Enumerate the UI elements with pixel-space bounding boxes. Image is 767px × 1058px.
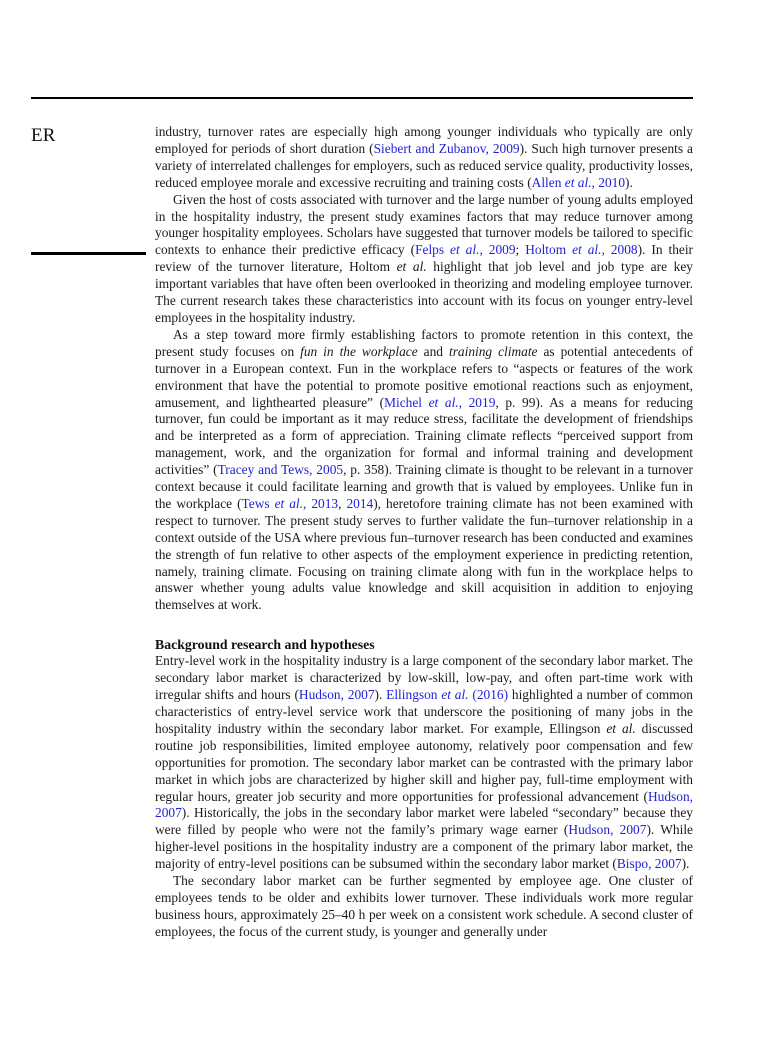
- paragraph-text: The secondary labor market can be further segmented by employee age. One cluster of employees tends to be older and exhibits lower turnover. These individuals work more regular business hours, approximately 25–40 h per week on a consistent work schedule. A second cluster of employees, the focus of the current study, is younger and generally under: [155, 873, 693, 939]
- emphasis-text: et al.: [606, 720, 636, 736]
- paragraph-text: ;: [515, 242, 526, 258]
- citation-link[interactable]: , 2008: [601, 242, 638, 258]
- citation-link[interactable]: , 2013: [303, 495, 339, 511]
- paragraph: [155, 124, 693, 192]
- citation-link[interactable]: et al.: [572, 242, 602, 258]
- paragraph-text: ). In their review of the turnover literature, Holtom: [155, 242, 694, 275]
- margin-rule: [31, 252, 146, 255]
- citation-link[interactable]: Tracey and Tews, 2005: [217, 462, 344, 478]
- paragraph: [155, 873, 693, 941]
- paragraph-text: highlight that job level and job type are key important variables that have often been overlooked in theorizing and modeling employee turnover. The current research takes these characteristics into account with its focus on younger entry-level employees in the hospitality industry.: [155, 259, 693, 325]
- paragraph-text: ).: [625, 174, 633, 190]
- paragraph-text: , p. 99). As a means for reducing turnover, fun could be important as it may reduce stress, facilitate the development of friendships and be interpreted as a form of appreciation. Training climate reflects “perceived support from management, work, and the organization for formal and informal training and development activities” (: [155, 394, 694, 478]
- citation-link[interactable]: et al.: [274, 495, 303, 511]
- paragraph-text: , p. 358). Training climate is thought to be relevant in a turnover context because it could facilitate learning and growth that is valued by employees. Unlike fun in the workplace (: [155, 462, 693, 511]
- paragraph-text: Entry-level work in the hospitality industry is a large component of the secondary labor market. The secondary labor market is characterized by low-skill, low-pay, and often part-time work with irregular shifts and hours (: [155, 653, 693, 703]
- paragraph-text: ,: [338, 495, 347, 511]
- citation-link[interactable]: et al.: [450, 242, 480, 258]
- paragraph-text: as potential antecedents of turnover in a European context. Fun in the workplace refers to “aspects or features of the work environment that have the potential to promote positive emotional reactions such as enjoyment, amusement, and lighthearted pleasure” (: [155, 343, 694, 410]
- citation-link[interactable]: , 2009: [479, 242, 516, 258]
- citation-link[interactable]: Tews: [241, 495, 275, 511]
- article-body: [155, 124, 693, 941]
- emphasis-text: et al.: [396, 259, 427, 275]
- citation-link[interactable]: et al.: [564, 174, 592, 190]
- citation-link[interactable]: Hudson, 2007: [568, 822, 647, 838]
- citation-link[interactable]: Allen: [531, 174, 565, 190]
- paragraph-text: ), heretofore training climate has not been examined with respect to turnover. The present study serves to further validate the fun–turnover relationship in a context outside of the USA where previous fun–turnover research has been conducted and examines the strength of fun relative to other aspects of the employment experience in predicting retention, namely, training climate. Focusing on training climate along with fun in the workplace helps to answer whether young adults value knowledge and skill acquisition in addition to enjoying themselves at work.: [155, 495, 693, 613]
- citation-link[interactable]: Holtom: [525, 242, 573, 258]
- citation-link[interactable]: Felps: [415, 242, 451, 258]
- paragraph-text: highlighted a number of common characteristics of entry-level service work that underscore the positioning of many jobs in the hospitality industry within the secondary labor market. For example, Ellingson: [155, 687, 693, 736]
- intro-paragraphs: [155, 124, 693, 614]
- paragraph-text: ). Such high turnover presents a variety of interrelated challenges for employers, such as reduced service quality, productivity losses, reduced employee morale and excessive recruiting and training costs (: [155, 140, 693, 190]
- paragraph-text: ).: [374, 687, 387, 703]
- paragraph: [155, 653, 693, 873]
- citation-link[interactable]: 2014: [346, 495, 374, 511]
- paragraph-text: ). Historically, the jobs in the secondary labor market were labeled “secondary” because they were filled by people who were not the family’s primary wage earner (: [155, 805, 693, 838]
- paragraph: [155, 327, 693, 614]
- citation-link[interactable]: Bispo, 2007: [616, 856, 682, 872]
- paragraph-text: discussed routine job responsibilities, limited employee autonomy, relatively poor compensation and few opportunities for promotion. The secondary labor market can be contrasted with the primary labor market in which jobs are characterized by higher skill and higher pay, full-time employment with regular hours, greater job security and more opportunities for professional advancement (: [155, 720, 693, 804]
- journal-abbreviation: ER: [31, 125, 56, 146]
- citation-link[interactable]: Michel: [384, 394, 429, 410]
- citation-link[interactable]: , 2010: [591, 174, 626, 190]
- paragraph-text: ).: [681, 856, 690, 872]
- citation-link[interactable]: Hudson, 2007: [298, 687, 375, 703]
- section-heading: Background research and hypotheses: [155, 637, 375, 653]
- citation-link[interactable]: et al.: [441, 687, 469, 703]
- emphasis-text: fun in the workplace: [300, 343, 418, 359]
- paragraph: [155, 192, 693, 327]
- citation-link[interactable]: (2016): [468, 687, 509, 703]
- section-paragraphs: [155, 653, 693, 940]
- citation-link[interactable]: , 2019: [458, 394, 496, 410]
- paragraph-text: industry, turnover rates are especially high among younger individuals who typically are only employed for periods of short duration (: [155, 124, 693, 156]
- paragraph-text: As a step toward more firmly establishing factors to promote retention in this context, the present study focuses on: [155, 326, 693, 359]
- paragraph-text: and: [417, 343, 449, 359]
- header-rule: [31, 97, 693, 99]
- emphasis-text: training climate: [448, 343, 538, 359]
- citation-link[interactable]: Hudson, 2007: [155, 788, 693, 821]
- citation-link[interactable]: Ellingson: [386, 687, 442, 703]
- paragraph-text: ). While higher-level positions in the hospitality industry are a component of the primary labor market, the majority of entry-level positions can be subsumed within the secondary labor market (: [155, 822, 693, 872]
- citation-link[interactable]: et al.: [428, 394, 459, 410]
- paragraph-text: Given the host of costs associated with turnover and the large number of young adults employed in the hospitality industry, the present study examines factors that may reduce turnover among younger hospitality employees. Scholars have suggested that turnover models be tailored to specific contexts to enhance their predictive efficacy (: [155, 191, 693, 258]
- citation-link[interactable]: Siebert and Zubanov, 2009: [373, 140, 520, 156]
